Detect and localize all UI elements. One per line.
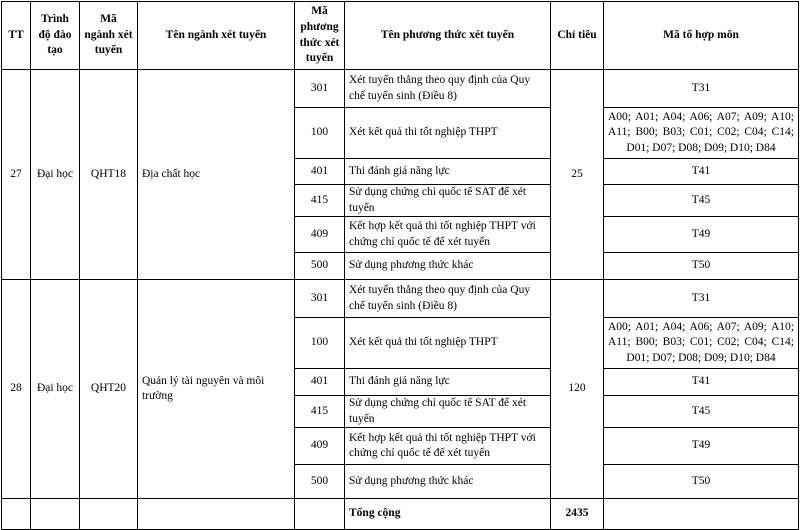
program-major-code: QHT18 bbox=[80, 70, 138, 280]
empty-cell bbox=[2, 499, 31, 530]
method-name: Kết hợp kết quả thi tốt nghiệp THPT với chứng chỉ quốc tế để xét tuyển bbox=[345, 217, 551, 253]
method-name: Xét tuyển thẳng theo quy định của Quy chế tuyển sinh (Điều 8) bbox=[345, 280, 551, 318]
program-level: Đại học bbox=[31, 70, 80, 280]
method-name: Xét kết quả thi tốt nghiệp THPT bbox=[345, 108, 551, 159]
total-label: Tổng cộng bbox=[345, 499, 551, 530]
combo-code: T49 bbox=[604, 217, 799, 253]
method-name: Xét kết quả thi tốt nghiệp THPT bbox=[345, 318, 551, 369]
method-code: 415 bbox=[295, 185, 345, 217]
empty-cell bbox=[295, 499, 345, 530]
empty-cell bbox=[31, 499, 80, 530]
program-major-name: Quản lý tài nguyên và môi trường bbox=[138, 280, 295, 499]
method-name: Thi đánh giá năng lực bbox=[345, 159, 551, 185]
method-code: 301 bbox=[295, 280, 345, 318]
combo-code: T41 bbox=[604, 369, 799, 396]
total-row bbox=[2, 499, 799, 530]
method-code: 301 bbox=[295, 70, 345, 108]
method-name: Sử dụng phương thức khác bbox=[345, 253, 551, 280]
method-code: 401 bbox=[295, 369, 345, 396]
combo-code: T31 bbox=[604, 280, 799, 318]
method-name: Kết hợp kết quả thi tốt nghiệp THPT với chứng chỉ quốc tế để xét tuyển bbox=[345, 428, 551, 465]
program-major-name: Địa chất học bbox=[138, 70, 295, 280]
header-row bbox=[2, 2, 799, 70]
header-tt: TT bbox=[2, 2, 31, 70]
table-row bbox=[2, 280, 799, 318]
header-major-name: Tên ngành xét tuyển bbox=[138, 2, 295, 70]
empty-cell bbox=[604, 499, 799, 530]
method-code: 415 bbox=[295, 396, 345, 428]
program-major-code: QHT20 bbox=[80, 280, 138, 499]
combo-code: T50 bbox=[604, 465, 799, 499]
combo-code: A00; A01; A04; A06; A07; A09; A10; A11; B00; B03; C01; C02; C04; C14; D01; D07; D08; D09; D10; D84 bbox=[604, 318, 799, 369]
combo-code: T50 bbox=[604, 253, 799, 280]
combo-code: A00; A01; A04; A06; A07; A09; A10; A11; B00; B03; C01; C02; C04; C14; D01; D07; D08; D09; D10; D84 bbox=[604, 108, 799, 159]
method-name: Thi đánh giá năng lực bbox=[345, 369, 551, 396]
method-code: 500 bbox=[295, 253, 345, 280]
method-code: 409 bbox=[295, 217, 345, 253]
empty-cell bbox=[80, 499, 138, 530]
method-code: 500 bbox=[295, 465, 345, 499]
method-code: 409 bbox=[295, 428, 345, 465]
program-tt: 27 bbox=[2, 70, 31, 280]
table-row bbox=[2, 70, 799, 108]
method-code: 100 bbox=[295, 318, 345, 369]
empty-cell bbox=[138, 499, 295, 530]
method-code: 100 bbox=[295, 108, 345, 159]
method-name: Sử dụng phương thức khác bbox=[345, 465, 551, 499]
combo-code: T31 bbox=[604, 70, 799, 108]
header-method-name: Tên phương thức xét tuyển bbox=[345, 2, 551, 70]
program-tt: 28 bbox=[2, 280, 31, 499]
method-name: Sử dụng chứng chỉ quốc tế SAT để xét tuyển bbox=[345, 396, 551, 428]
program-level: Đại học bbox=[31, 280, 80, 499]
method-code: 401 bbox=[295, 159, 345, 185]
method-name: Xét tuyển thẳng theo quy định của Quy chế tuyển sinh (Điều 8) bbox=[345, 70, 551, 108]
header-major-code: Mã ngành xét tuyển bbox=[80, 2, 138, 70]
admissions-table bbox=[1, 1, 799, 530]
program-quota: 25 bbox=[551, 70, 604, 280]
header-level: Trình độ đào tạo bbox=[31, 2, 80, 70]
combo-code: T41 bbox=[604, 159, 799, 185]
header-combo-code: Mã tổ hợp môn bbox=[604, 2, 799, 70]
program-quota: 120 bbox=[551, 280, 604, 499]
combo-code: T49 bbox=[604, 428, 799, 465]
header-method-code: Mã phương thức xét tuyển bbox=[295, 2, 345, 70]
header-quota: Chỉ tiêu bbox=[551, 2, 604, 70]
method-name: Sử dụng chứng chỉ quốc tế SAT để xét tuyển bbox=[345, 185, 551, 217]
combo-code: T45 bbox=[604, 185, 799, 217]
total-value: 2435 bbox=[551, 499, 604, 530]
combo-code: T45 bbox=[604, 396, 799, 428]
